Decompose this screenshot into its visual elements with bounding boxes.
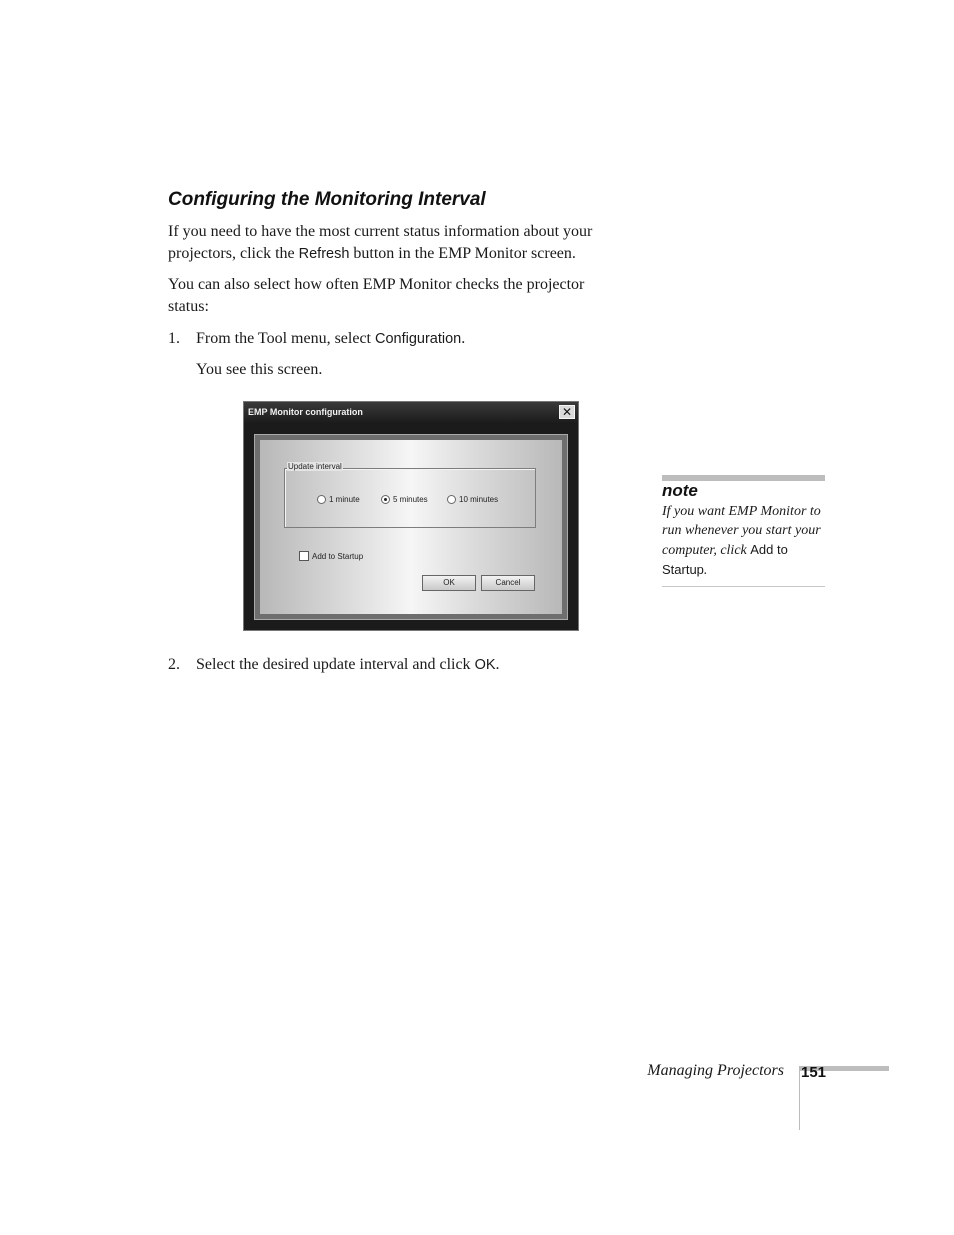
refresh-term: Refresh (298, 246, 350, 262)
radio-label: 1 minute (329, 495, 360, 504)
note-bottom-rule (662, 586, 825, 587)
interval-paragraph: You can also select how often EMP Monitor checks the projector status: (168, 276, 585, 315)
radio-10-minutes[interactable] (447, 495, 498, 504)
step-1-text-end: . (461, 330, 466, 347)
intro-paragraph (168, 221, 628, 265)
add-to-startup-label: Add to Startup (312, 551, 364, 561)
close-icon[interactable]: ✕ (559, 405, 575, 419)
emp-monitor-config-dialog (243, 401, 579, 631)
note-text-end: . (703, 563, 708, 578)
footer-vertical-rule (799, 1066, 800, 1130)
radio-label: 5 minutes (393, 495, 428, 504)
add-to-startup-checkbox[interactable] (299, 551, 363, 561)
note-text-start: If you want EMP Monitor to run whenever you start your computer, click (662, 504, 821, 558)
note-text (662, 502, 827, 580)
radio-button-selected-icon[interactable] (381, 495, 390, 504)
configuration-term: Configuration (375, 331, 462, 347)
step-1-text (196, 328, 465, 350)
radio-button-icon[interactable] (317, 495, 326, 504)
section-heading: Configuring the Monitoring Interval (168, 189, 486, 210)
step-1-text-start: From the Tool menu, select (196, 330, 375, 347)
step-2-number: 2. (168, 656, 180, 673)
radio-5-minutes[interactable] (381, 495, 428, 504)
radio-label: 10 minutes (459, 495, 499, 504)
step-1-followup: You see this screen. (196, 361, 323, 378)
intro-text-start: If you need to have the most current status information about your projectors, click the (168, 223, 593, 262)
dialog-panel (260, 440, 562, 614)
ok-term: OK (474, 657, 496, 673)
step-2-text-end: . (495, 656, 500, 673)
radio-button-icon[interactable] (447, 495, 456, 504)
step-2-text (196, 654, 500, 676)
dialog-title: EMP Monitor configuration (248, 407, 363, 417)
page-number: 151 (801, 1064, 827, 1081)
footer-section-title: Managing Projectors (647, 1062, 784, 1079)
cancel-button[interactable]: Cancel (481, 575, 535, 591)
checkbox-icon[interactable] (299, 551, 309, 561)
ok-button[interactable]: OK (422, 575, 476, 591)
note-title: note (662, 481, 698, 500)
add-to-startup-term: Add to Startup (662, 542, 788, 577)
radio-1-minute[interactable] (317, 495, 360, 504)
update-interval-group (284, 462, 536, 528)
dialog-frame (254, 434, 568, 620)
step-2-text-start: Select the desired update interval and click (196, 656, 475, 673)
dialog-titlebar[interactable] (244, 402, 578, 424)
step-1-number: 1. (168, 330, 180, 347)
intro-text-end: button in the EMP Monitor screen. (349, 245, 576, 262)
update-interval-label: Update interval (288, 462, 342, 471)
